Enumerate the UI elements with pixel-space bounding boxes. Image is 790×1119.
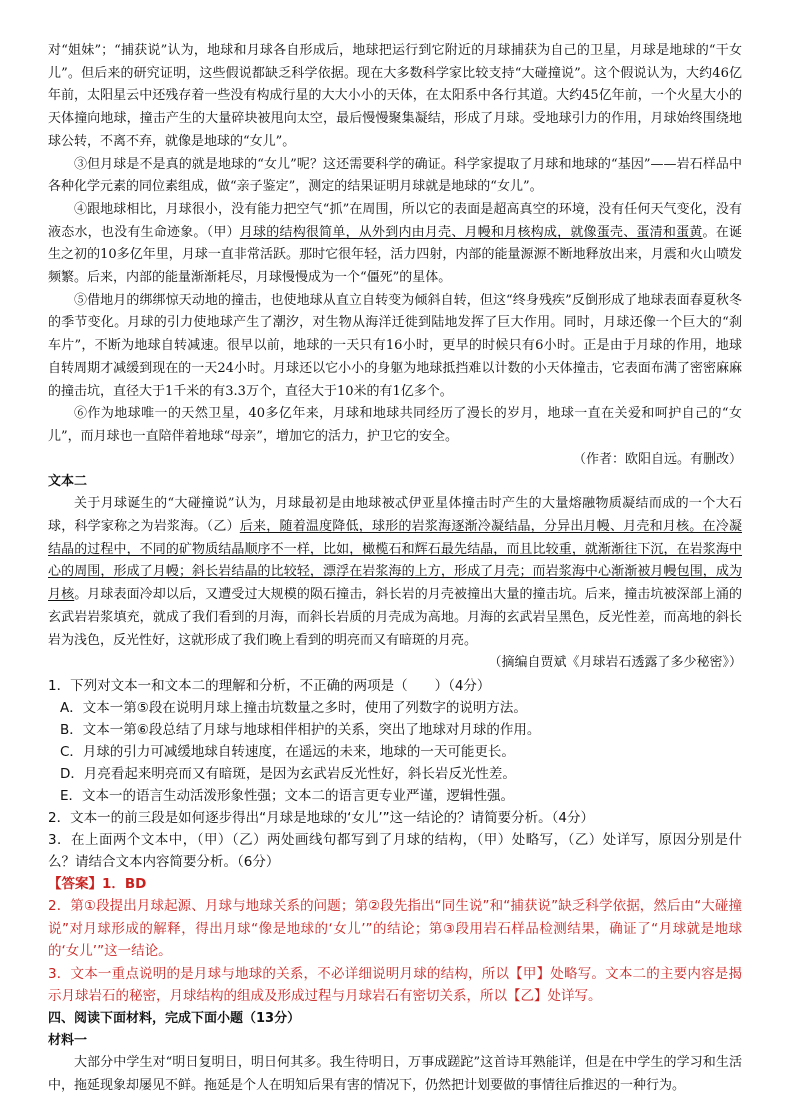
option-c: C．月球的引力可减缓地球自转速度，在遥远的未来，地球的一天可能更长。 bbox=[60, 743, 515, 760]
option-b: B．文本一第⑥段总结了月球与地球相伴相护的关系，突出了地球对月球的作用。 bbox=[60, 721, 541, 738]
para4-text-before: ④跟地球相比，月球很小，没有能力把空气“抓”在周围，所以它的表面是超高真空的环境，没有任何天气变化，没有液态水，也没有生命迹象。（甲） bbox=[48, 201, 742, 240]
document-page bbox=[48, 40, 742, 1097]
material-1-text: 大部分中学生对“明日复明日，明日何其多。我生待明日，万事成蹉跎”这首诗耳熟能详，但是在中学生的学习和生活中，拖延现象却屡见不鲜。拖延是个人在明知后果有害的情况下，仍然把计划要做的事情往后推迟的一种行为。 bbox=[48, 1054, 742, 1093]
answer-1-value: 1．BD bbox=[102, 875, 147, 892]
text2-title: 文本二 bbox=[48, 474, 88, 490]
text1-source: （作者：欧阳自远。有删改） bbox=[572, 451, 742, 467]
underlined-sentence-jia: 月球的结构很简单，从外到内由月壳、月幔和月核构成，就像蛋壳、蛋清和蛋黄 bbox=[239, 224, 703, 240]
option-d: D．月亮看起来明亮而又有暗斑，是因为玄武岩反光性好，斜长岩反光性差。 bbox=[60, 765, 516, 782]
answer-2: 2．第①段提出月球起源、月球与地球关系的问题；第②段先指出“同生说”和“捕获说”缺乏科学依据，然后由“大碰撞说”对月球形成的解释，得出月球“像是地球的‘女儿’”的结论；第③段用岩石样品检测结果，确证了“月球就是地球的‘女儿’”这一结论。 bbox=[48, 898, 742, 960]
option-e: E．文本一的语言生动活泼形象性强；文本二的语言更专业严谨，逻辑性强。 bbox=[60, 787, 515, 804]
question-2: 2．文本一的前三段是如何逐步得出“月球是地球的‘女儿’”这一结论的？请简要分析。（4分） bbox=[48, 809, 594, 826]
text1-para-2: 对“姐妹”；“捕获说”认为，地球和月球各自形成后，地球把运行到它附近的月球捕获为自己的卫星，月球是地球的“干女儿”。但后来的研究证明，这些假说都缺乏科学依据。现在大多数科学家比较支持“大碰撞说”。这个假说认为，大约46亿年前，太阳星云中还残存着一些没有构成行星的大大小小的天体，在太阳系中各行其道。大约45亿年前，一个火星大小的天体撞向地球，撞击产生的大量碎块被甩向太空，最后慢慢聚集凝结，形成了月球。受地球引力的作用，月球始终围绕地球公转，不离不弃，就像是地球的“女儿”。 bbox=[48, 43, 742, 149]
answer-3: 3．文本一重点说明的是月球与地球的关系，不必详细说明月球的结构，所以【甲】处略写。文本二的主要内容是揭示月球岩石的秘密，月球结构的组成及形成过程与月球岩石有密切关系，所以【乙】处详写。 bbox=[48, 965, 742, 1005]
text1-para-6: ⑥作为地球唯一的天然卫星，40多亿年来，月球和地球共同经历了漫长的岁月，地球一直在关爱和呵护自己的“女儿”，而月球也一直陪伴着地球“母亲”，增加它的活力，护卫它的安全。 bbox=[48, 406, 742, 444]
text1-para-3: ③但月球是不是真的就是地球的“女儿”呢？这还需要科学的确证。科学家提取了月球和地球的“基因”——岩石样品中各种化学元素的同位素组成，做“亲子鉴定”，测定的结果证明月球就是地球的“女儿”。 bbox=[48, 156, 742, 195]
answer-1 bbox=[48, 873, 742, 896]
text1-para-5: ⑤借地月的绑绑惊天动地的撞击，也使地球从直立自转变为倾斜自转，但这“终身残疾”反倒形成了地球表面春夏秋冬的季节变化。月球的引力使地球产生了潮汐，对生物从海洋迁徙到陆地发挥了巨大作用。同时，月球还像一个巨大的“刹车片”，不断为地球自转减速。很早以前，地球的一天只有16小时，更早的时候只有6小时。正是由于月球的作用，地球自转周期才减缓到现在的一天24小时。月球还以它小小的身躯为地球抵挡难以计数的小天体撞击，它表面布满了密密麻麻的撞击坑，直径大于1千米的有3.3万个，直径大于10米的有1亿多个。 bbox=[48, 292, 742, 399]
question-3: 3．在上面两个文本中，（甲）（乙）两处画线句都写到了月球的结构，（甲）处略写，（乙）处详写，原因分别是什么？请结合文本内容简要分析。（6分） bbox=[48, 831, 742, 870]
text2-body bbox=[48, 493, 742, 652]
option-a: A．文本一第⑤段在说明月球上撞击坑数量之多时，使用了列数字的说明方法。 bbox=[60, 699, 527, 716]
text2-source: （摘编自贾斌《月球岩石透露了多少秘密》） bbox=[488, 655, 742, 671]
material-1-title: 材料一 bbox=[48, 1032, 88, 1048]
underlined-sentence-yi: 后来，随着温度降低，球形的岩浆海逐渐冷凝结晶，分异出月幔、月壳和月核。在冷凝结晶的过程中，不同的矿物质结晶顺序不一样，比如，橄榄石和辉石最先结晶，而且比较重，就渐渐往下沉，在岩浆海中心的周围，形成了月幔；斜长岩结晶的比较轻，漂浮在岩浆海的上方，形成了月壳；而岩浆海中心渐渐被月幔包围，成为月核 bbox=[48, 519, 742, 603]
text1-para-4 bbox=[48, 199, 742, 290]
answer-label: 【答案】 bbox=[48, 875, 102, 892]
section-4-heading: 四、阅读下面材料，完成下面小题（13分） bbox=[48, 1010, 301, 1026]
para4-text-after: 。在诞生之初的10多亿年里，月球一直非常活跃。那时它很年轻，活力四射，内部的能量源源不断地释放出来，月震和火山喷发频繁。后来，内部的能量渐渐耗尽，月球慢慢成为一个“僵死”的星体。 bbox=[48, 224, 742, 286]
text2-text-before: 关于月球诞生的“大碰撞说”认为，月球最初是由地球被忒伊亚星体撞击时产生的大量熔融物质凝结而成的一个大石球，科学家称之为岩浆海。（乙） bbox=[48, 496, 742, 535]
question-1: 1．下列对文本一和文本二的理解和分析，不正确的两项是（ ）（4分） bbox=[48, 677, 491, 694]
text2-text-after: 。月球表面冷却以后，又遭受过大规模的陨石撞击，斜长岩的月壳被撞出大量的撞击坑。后来，撞击坑被深部上涌的玄武岩岩浆填充，就成了我们看到的月海，而斜长岩质的月壳成为高地。月海的玄武岩呈黑色，反光性差，而高地的斜长岩为浅色，反光性好，这就形成了我们晚上看到的明亮而又有暗斑的月亮。 bbox=[48, 587, 742, 648]
